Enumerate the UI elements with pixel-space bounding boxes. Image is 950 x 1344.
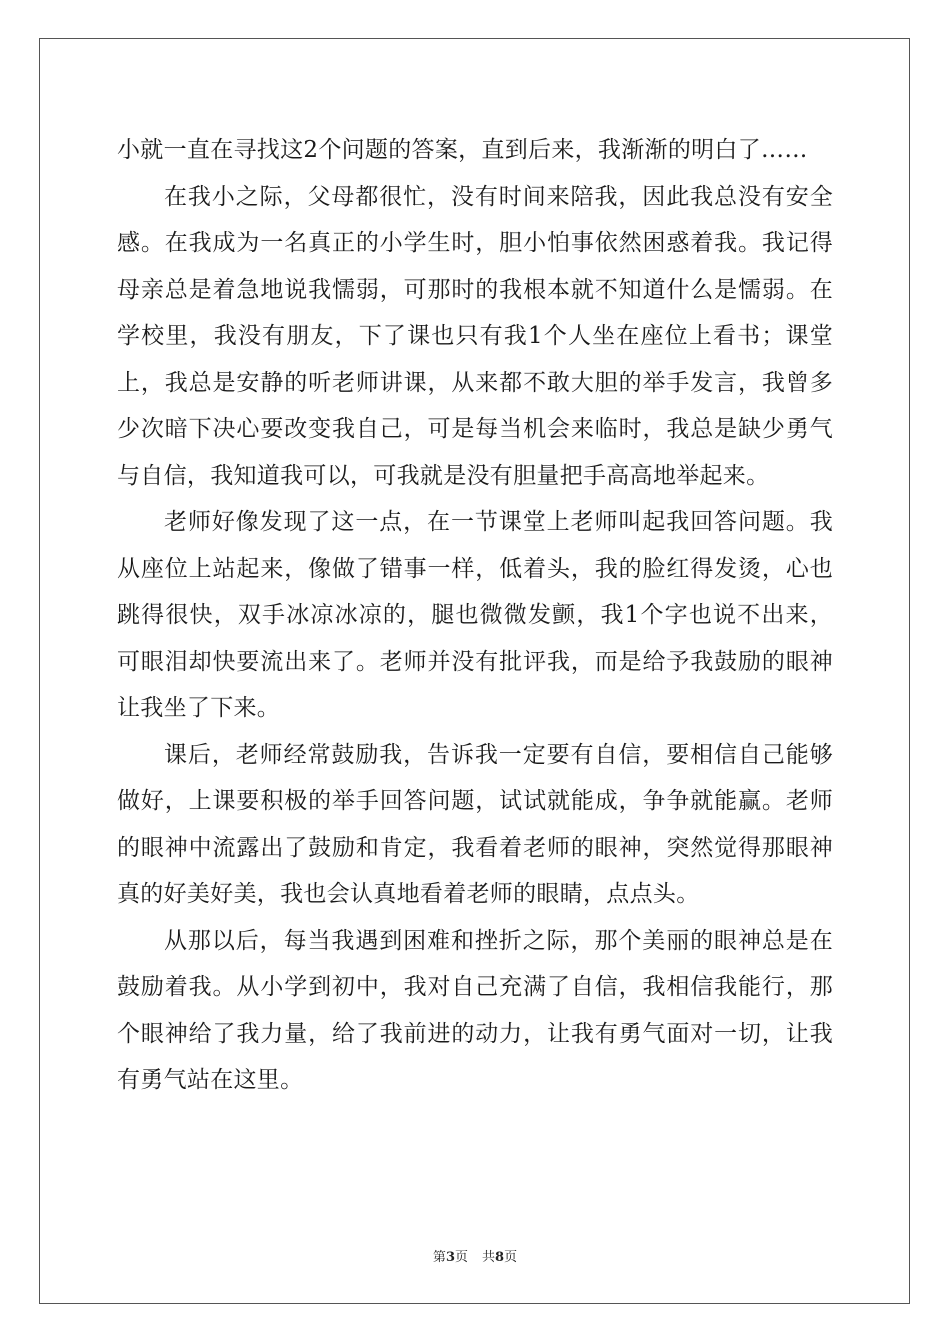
page-footer (0, 1246, 950, 1265)
paragraph (117, 732, 833, 918)
text-line: 老师好像发现了这一点，在一节课堂上老师叫起我回答问题。我 (164, 509, 833, 535)
text-line: 上，我总是安静的听老师讲课，从来都不敢大胆的举手发言，我曾多 (117, 369, 833, 396)
paragraph (117, 127, 833, 174)
text-line: 有勇气站在这里。 (117, 1067, 304, 1093)
paragraph (117, 174, 833, 500)
page-number: 3 (445, 1250, 455, 1265)
text-line: 课后，老师经常鼓励我，告诉我一定要有自信，要相信自己能够 (164, 741, 833, 768)
paragraph (117, 499, 833, 732)
text-line: 少次暗下决心要改变我自己，可是每当机会来临时，我总是缺少勇气 (117, 416, 833, 442)
text-line: 真的好美好美，我也会认真地看着老师的眼睛，点点头。 (117, 881, 700, 907)
text-line: 从那以后，每当我遇到困难和挫折之际，那个美丽的眼神总是在 (164, 927, 833, 954)
total-pages: 8 (495, 1250, 505, 1265)
total-suffix: 页 (504, 1250, 518, 1265)
page-prefix: 第 (432, 1250, 446, 1265)
total-prefix: 共 (482, 1250, 496, 1265)
text-line: 从座位上站起来，像做了错事一样，低着头，我的脸红得发烫，心也 (117, 555, 833, 582)
paragraph (117, 918, 833, 1104)
text-line: 鼓励着我。从小学到初中，我对自己充满了自信，我相信我能行，那 (117, 974, 833, 1000)
text-line: 让我坐了下来。 (117, 695, 281, 721)
page-suffix: 页 (454, 1250, 468, 1265)
text-line: 母亲总是着急地说我懦弱，可那时的我根本就不知道什么是懦弱。在 (117, 276, 833, 303)
text-line: 做好，上课要积极的举手回答问题，试试就能成，争争就能赢。老师 (117, 788, 833, 814)
text-line: 感。在我成为一名真正的小学生时，胆小怕事依然困惑着我。我记得 (117, 230, 833, 256)
text-line: 跳得很快，双手冰凉冰凉的，腿也微微发颤，我1个字也说不出来， (117, 602, 833, 628)
text-line: 在我小之际，父母都很忙，没有时间来陪我，因此我总没有安全 (164, 183, 833, 210)
text-line: 学校里，我没有朋友，下了课也只有我1个人坐在座位上看书；课堂 (117, 323, 833, 349)
text-line: 与自信，我知道我可以，可我就是没有胆量把手高高地举起来。 (117, 462, 770, 489)
text-line: 可眼泪却快要流出来了。老师并没有批评我，而是给予我鼓励的眼神 (117, 648, 833, 675)
text-line: 小就一直在寻找这2个问题的答案，直到后来，我渐渐的明白了…… (117, 137, 808, 163)
text-line: 的眼神中流露出了鼓励和肯定，我看着老师的眼神，突然觉得那眼神 (117, 834, 833, 861)
document-body (117, 127, 833, 1104)
text-line: 个眼神给了我力量，给了我前进的动力，让我有勇气面对一切，让我 (117, 1020, 833, 1047)
